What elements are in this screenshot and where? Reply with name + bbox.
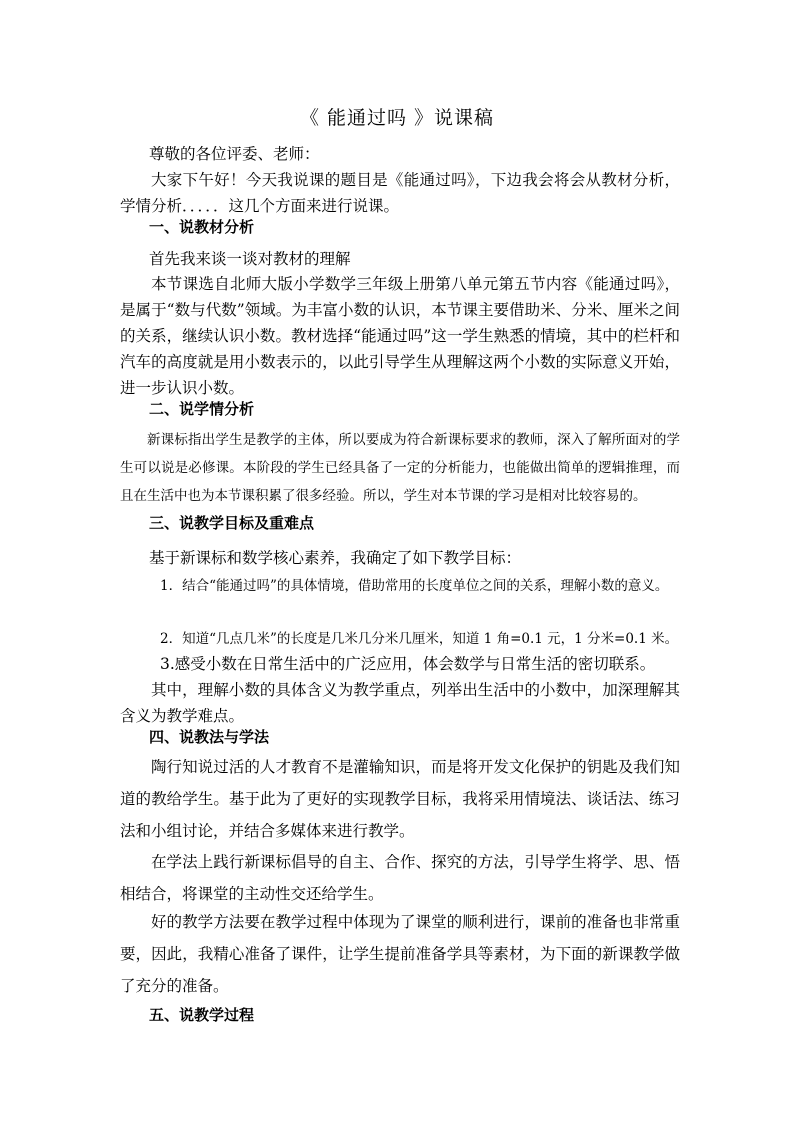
section-3-paragraph-1: 基于新课标和数学核心素养，我确定了如下教学目标： bbox=[149, 549, 522, 567]
section-4-paragraph-3: 好的教学方法要在教学过程中体现为了课堂的顺利进行，课前的准备也非常重要，因此，我精心准备了课件，让学生提前准备学具等素材，为下面的新课教学做了充分的准备。 bbox=[120, 913, 680, 995]
page-title: 《 能通过吗 》说课稿 bbox=[299, 107, 495, 129]
section-heading-3: 三、说教学目标及重难点 bbox=[149, 514, 315, 532]
section-heading-2: 二、说学情分析 bbox=[149, 400, 255, 418]
section-heading-5: 五、说教学过程 bbox=[149, 1006, 255, 1024]
section-4-paragraph-1: 陶行知说过活的人才教育不是灌输知识，而是将开发文化保护的钥匙及我们知道的教给学生。基于此为了更好的实现教学目标，我将采用情境法、谈话法、练习法和小组讨论，并结合多媒体来进行教学。 bbox=[120, 758, 680, 840]
section-heading-1: 一、说教材分析 bbox=[149, 218, 255, 236]
section-2-paragraph-1: 新课标指出学生是教学的主体，所以要成为符合新课标要求的教师，深入了解所面对的学生可以说是必修课。本阶段的学生已经具备了一定的分析能力，也能做出简单的逻辑推理，而且在生活中也为本节课积累了很多经验。所以，学生对本节课的学习是相对比较容易的。 bbox=[120, 432, 680, 504]
intro-paragraph: 大家下午好！今天我说课的题目是《能通过吗》，下边我会将会从教材分析，学情分析．．．．．这几个方面来进行说课。 bbox=[120, 171, 680, 215]
teaching-goal-1: 1．结合“能通过吗”的具体情境，借助常用的长度单位之间的关系，理解小数的意义。 bbox=[160, 578, 669, 594]
section-4-paragraph-2: 在学法上践行新课标倡导的自主、合作、探究的方法，引导学生将学、思、悟相结合，将课堂的主动性交还给学生。 bbox=[120, 853, 680, 903]
section-heading-4: 四、说教法与学法 bbox=[149, 728, 270, 746]
teaching-goal-2: 2．知道“几点几米”的长度是几米几分米几厘米，知道 1 角=0.1 元，1 分米=0.1 米。 bbox=[160, 631, 679, 647]
greeting: 尊敬的各位评委、老师： bbox=[149, 145, 320, 163]
section-1-paragraph-2: 本节课选自北师大版小学数学三年级上册第八单元第五节内容《能通过吗》，是属于“数与代数”领域。为丰富小数的认识，本节课主要借助米、分米、厘米之间的关系，继续认识小数。教材选择“能通过吗”这一学生熟悉的情境，其中的栏杆和汽车的高度就是用小数表示的，以此引导学生从理解这两个小数的实际意义开始，进一步认识小数。 bbox=[120, 275, 680, 397]
teaching-goal-3: 3.感受小数在日常生活中的广泛应用，体会数学与日常生活的密切联系。 bbox=[160, 655, 656, 673]
section-1-paragraph-1: 首先我来谈一谈对教材的理解 bbox=[149, 250, 351, 268]
section-3-paragraph-2: 其中，理解小数的具体含义为教学重点，列举出生活中的小数中，加深理解其含义为教学难点。 bbox=[120, 681, 680, 725]
